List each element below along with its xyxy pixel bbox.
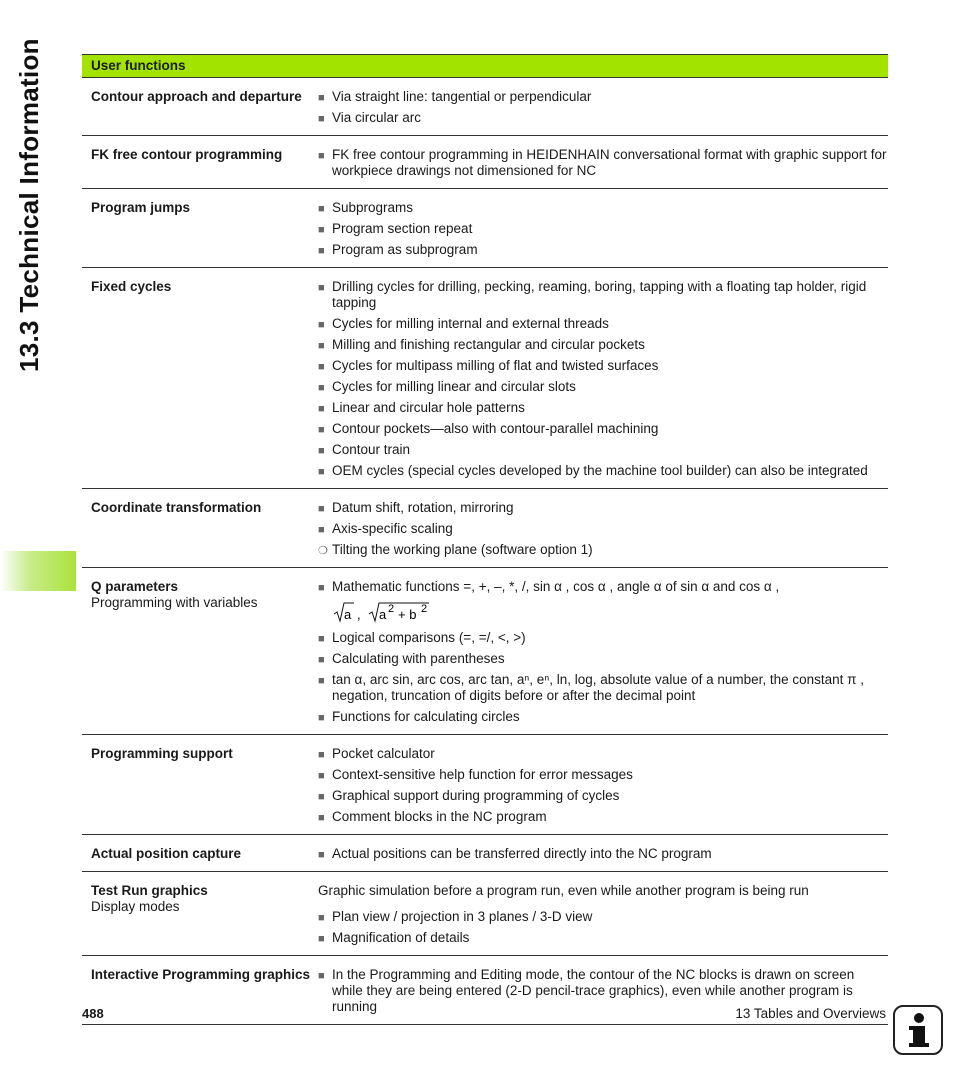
list-item-text: Via circular arc <box>332 110 422 125</box>
bullet-icon: ■ <box>318 150 325 162</box>
bullet-icon: ■ <box>318 319 325 331</box>
bullet-icon: ■ <box>318 633 325 645</box>
list-item-text: Tilting the working plane (software option 1) <box>332 542 593 557</box>
bullet-icon: ■ <box>318 654 325 666</box>
bullet-icon: ■ <box>318 770 325 782</box>
list-item <box>318 442 888 458</box>
table-row <box>82 568 888 735</box>
list-item-text: Program section repeat <box>332 221 473 236</box>
option-bullet-icon: ❍ <box>318 545 328 557</box>
list-item <box>318 788 888 804</box>
bullet-icon: ■ <box>318 445 325 457</box>
list-item-text: Axis-specific scaling <box>332 521 453 536</box>
row-description: Graphic simulation before a program run, even while another program is being run <box>318 883 809 898</box>
bullet-icon: ■ <box>318 675 325 687</box>
bullet-icon: ■ <box>318 340 325 352</box>
row-content-cell <box>318 846 888 862</box>
bullet-icon: ■ <box>318 524 325 536</box>
table-body <box>82 78 888 1025</box>
list-item <box>318 909 888 925</box>
list-item-text: Contour pockets—also with contour-parallel machining <box>332 421 659 436</box>
list-item <box>318 147 888 179</box>
table-row <box>82 835 888 872</box>
list-item-text: Drilling cycles for drilling, pecking, reaming, boring, tapping with a floating tap holder, rigid tapping <box>332 279 867 310</box>
row-label: Interactive Programming graphics <box>91 967 311 982</box>
bullet-icon: ■ <box>318 424 325 436</box>
bullet-icon: ■ <box>318 466 325 478</box>
list-item <box>318 463 888 479</box>
list-item <box>318 630 888 646</box>
list-item-text: Calculating with parentheses <box>332 651 505 666</box>
list-item-text: In the Programming and Editing mode, the contour of the NC blocks is drawn on screen while they are being entered (2-D pencil-trace graphics), even while another program is running <box>332 967 855 1014</box>
info-glyph <box>895 1007 941 1053</box>
list-item-text: Program as subprogram <box>332 242 478 257</box>
row-label-cell <box>82 89 318 126</box>
row-label: Q parameters <box>91 579 179 594</box>
row-content-cell <box>318 500 888 558</box>
bullet-icon: ■ <box>318 403 325 415</box>
row-label: Fixed cycles <box>91 279 172 294</box>
list-item <box>318 767 888 783</box>
list-item-text: Datum shift, rotation, mirroring <box>332 500 514 515</box>
row-label: Actual position capture <box>91 846 242 861</box>
bullet-icon: ■ <box>318 970 325 982</box>
user-functions-table <box>82 54 888 1025</box>
sqrt-formula <box>332 600 888 624</box>
list-item <box>318 521 888 537</box>
list-item-text: Linear and circular hole patterns <box>332 400 525 415</box>
list-item-text: Pocket calculator <box>332 746 435 761</box>
list-item-text: FK free contour programming in HEIDENHAIN conversational format with graphic support for workpiece drawings not dimensioned for NC <box>332 147 887 178</box>
formula-separator: , <box>357 607 361 622</box>
list-item <box>318 379 888 395</box>
section-title-vertical <box>14 38 64 382</box>
radicand-a: a <box>344 607 352 622</box>
row-label-cell <box>82 200 318 258</box>
bullet-icon: ■ <box>318 282 325 294</box>
bullet-icon: ■ <box>318 812 325 824</box>
list-item <box>318 316 888 332</box>
list-item <box>318 358 888 374</box>
list-item-text: Cycles for multipass milling of flat and twisted surfaces <box>332 358 659 373</box>
row-label: Program jumps <box>91 200 191 215</box>
list-item-text: Contour train <box>332 442 411 457</box>
list-item <box>318 337 888 353</box>
list-item-text: Logical comparisons (=, =/, <, >) <box>332 630 526 645</box>
list-item <box>318 400 888 416</box>
list-item-text: Actual positions can be transferred directly into the NC program <box>332 846 712 861</box>
row-label: Contour approach and departure <box>91 89 302 104</box>
row-label: Programming support <box>91 746 233 761</box>
list-item <box>318 672 888 704</box>
page-number: 488 <box>82 1006 104 1021</box>
list-item-text: Subprograms <box>332 200 414 215</box>
list-item <box>318 221 888 237</box>
table-row <box>82 78 888 136</box>
list-item-text: Plan view / projection in 3 planes / 3-D view <box>332 909 593 924</box>
row-label-cell <box>82 967 318 1015</box>
list-item <box>318 746 888 762</box>
bullet-icon: ■ <box>318 791 325 803</box>
row-label-cell <box>82 846 318 862</box>
table-row <box>82 489 888 568</box>
exponent-1: 2 <box>388 603 395 615</box>
section-title-text: 13.3 Technical Information <box>14 38 44 372</box>
list-item-text: Milling and finishing rectangular and circular pockets <box>332 337 645 352</box>
list-item <box>318 242 888 258</box>
list-item-text: Mathematic functions =, +, –, *, /, sin α , cos α , angle α of sin α and cos α , <box>332 579 780 594</box>
list-item <box>318 809 888 825</box>
bullet-icon: ■ <box>318 245 325 257</box>
row-label-cell <box>82 746 318 825</box>
row-sublabel: Programming with variables <box>91 595 258 610</box>
row-label: Test Run graphics <box>91 883 208 898</box>
list-item <box>318 500 888 516</box>
row-label-cell <box>82 579 318 725</box>
table-header: User functions <box>82 54 888 78</box>
row-sublabel: Display modes <box>91 899 180 914</box>
list-item <box>318 421 888 437</box>
list-item-text: Cycles for milling linear and circular slots <box>332 379 576 394</box>
list-item <box>318 542 888 558</box>
list-item-text: Context-sensitive help function for error messages <box>332 767 633 782</box>
bullet-icon: ■ <box>318 203 325 215</box>
list-item <box>318 651 888 667</box>
list-item <box>318 279 888 311</box>
table-row <box>82 189 888 268</box>
list-item-text: Cycles for milling internal and external threads <box>332 316 609 331</box>
row-content-cell <box>318 883 888 946</box>
row-label: FK free contour programming <box>91 147 283 162</box>
bullet-icon: ■ <box>318 712 325 724</box>
radicand-a2: a <box>379 607 387 622</box>
list-item <box>318 110 888 126</box>
list-item-text: Via straight line: tangential or perpendicular <box>332 89 592 104</box>
row-label-cell <box>82 500 318 558</box>
bullet-icon: ■ <box>318 224 325 236</box>
row-label-cell <box>82 147 318 179</box>
list-item <box>318 846 888 862</box>
row-content-cell <box>318 279 888 479</box>
bullet-icon: ■ <box>318 503 325 515</box>
info-icon <box>893 1005 943 1055</box>
bullet-icon: ■ <box>318 849 325 861</box>
list-item-text: Graphical support during programming of cycles <box>332 788 620 803</box>
list-item <box>318 89 888 105</box>
row-label: Coordinate transformation <box>91 500 262 515</box>
list-item-text: Functions for calculating circles <box>332 709 520 724</box>
list-item-text: Magnification of details <box>332 930 470 945</box>
row-content-cell <box>318 147 888 179</box>
bullet-icon: ■ <box>318 749 325 761</box>
bullet-icon: ■ <box>318 582 325 594</box>
list-item-text: tan α, arc sin, arc cos, arc tan, aⁿ, eⁿ, ln, log, absolute value of a number, the constant π , negation, truncation of digits before or after the decimal point <box>332 672 864 703</box>
bullet-icon: ■ <box>318 382 325 394</box>
list-item <box>318 930 888 946</box>
list-item <box>318 200 888 216</box>
bullet-icon: ■ <box>318 361 325 373</box>
bullet-icon: ■ <box>318 912 325 924</box>
row-content-cell <box>318 89 888 126</box>
row-label-cell <box>82 883 318 946</box>
table-row <box>82 735 888 835</box>
row-content-cell <box>318 200 888 258</box>
row-content-cell <box>318 746 888 825</box>
list-item <box>318 709 888 725</box>
table-row <box>82 136 888 189</box>
chapter-tab-marker <box>0 551 76 591</box>
row-label-cell <box>82 279 318 479</box>
table-row <box>82 872 888 956</box>
row-content-cell <box>318 579 888 725</box>
list-item-text: Comment blocks in the NC program <box>332 809 547 824</box>
bullet-icon: ■ <box>318 933 325 945</box>
list-item-text: OEM cycles (special cycles developed by the machine tool builder) can also be integrated <box>332 463 868 478</box>
bullet-icon: ■ <box>318 113 325 125</box>
exponent-2: 2 <box>421 603 428 615</box>
table-row <box>82 268 888 489</box>
bullet-icon: ■ <box>318 92 325 104</box>
plus-b: + b <box>398 607 417 622</box>
chapter-name: 13 Tables and Overviews <box>735 1006 886 1021</box>
list-item <box>318 579 888 595</box>
